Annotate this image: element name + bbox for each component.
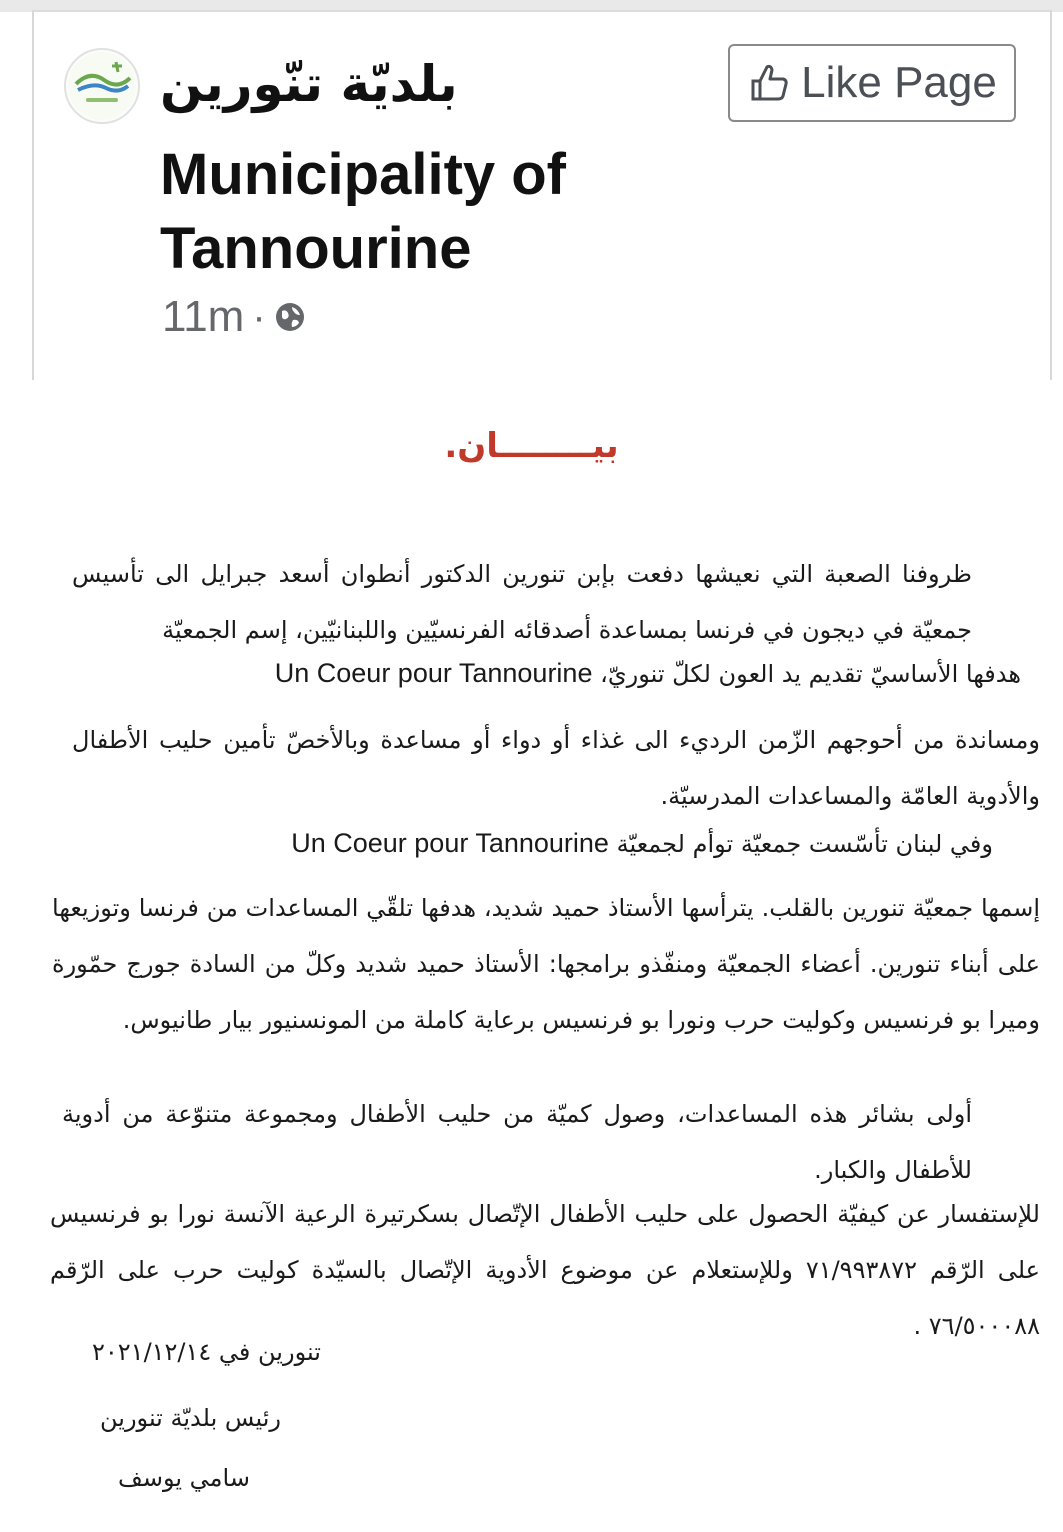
line-goal xyxy=(275,658,1021,689)
avatar[interactable] xyxy=(64,48,140,124)
association-name-fr: Un Coeur pour Tannourine xyxy=(274,658,593,688)
paragraph-first-aid: أولى بشائر هذه المساعدات، وصول كميّة من حليب الأطفال ومجموعة متنوّعة من أدوية للأطفال والكبار. xyxy=(62,1100,972,1184)
like-page-label: Like Page xyxy=(801,58,997,107)
page-name-arabic[interactable]: بلديّة تنّورين xyxy=(160,55,458,113)
signer-title: رئيس بلديّة تنورين xyxy=(100,1404,281,1432)
place-date: تنورين في ٢٠٢١/١٢/١٤ xyxy=(92,1338,321,1366)
page-name-english[interactable]: Municipality of Tannourine xyxy=(160,142,566,281)
line-twin-association xyxy=(291,828,993,859)
statement-title: بيــــــــان. xyxy=(444,426,619,466)
paragraph-contact: للإستفسار عن كيفيّة الحصول على حليب الأطفال الإتّصال بسكرتيرة الرعية الآنسة نورا بو فرنسيس على الرّقم ٧١/٩٩٣٨٧٢ وللإستعلام عن موضوع الأدوية الإتّصال بالسيّدة كوليت حرب على الرّقم ٧٦/٥٠٠٠٨٨ . xyxy=(50,1200,1040,1340)
post-header xyxy=(32,10,1052,380)
statement-document xyxy=(0,380,1063,1532)
association-name-fr-2: Un Coeur pour Tannourine xyxy=(291,828,609,858)
like-page-button[interactable] xyxy=(728,44,1016,122)
paragraph-founding: ظروفنا الصعبة التي نعيشها دفعت بإبن تنورين الدكتور أنطوان أسعد جبرايل الى تأسيس جمعيّة في ديجون في فرنسا بمساعدة أصدقائه الفرنسيّين واللبنانيّين، إسم الجمعيّة xyxy=(72,560,972,644)
municipality-logo-icon xyxy=(66,50,138,122)
twin-text: وفي لبنان تأسّست جمعيّة توأم لجمعيّة xyxy=(616,830,993,858)
globe-icon xyxy=(274,301,306,333)
meta-separator: · xyxy=(252,294,266,339)
paragraph-lebanon-association: إسمها جمعيّة تنورين بالقلب. يترأسها الأستاذ حميد شديد، هدفها تلقّي المساعدات من فرنسا وتوزيعها على أبناء تنورين. أعضاء الجمعيّة ومنفّذو برامجها: الأستاذ حميد شديد وكلّ من السادة جورج حمّورة وميرا بو فرنسيس وكوليت حرب ونورا بو فرنسيس برعاية كاملة من المونسنيور بيار طانيوس. xyxy=(52,894,1040,1034)
post-time[interactable]: 11m xyxy=(162,292,245,341)
post-meta xyxy=(162,292,306,342)
thumbs-up-icon xyxy=(747,61,791,105)
goal-text: هدفها الأساسيّ تقديم يد العون لكلّ تنوريّ، xyxy=(600,660,1021,688)
signer-name: سامي يوسف xyxy=(118,1464,250,1492)
paragraph-support: ومساندة من أحوجهم الزّمن الرديء الى غذاء أو دواء أو مساعدة وبالأخصّ تأمين حليب الأطفال والأدوية العامّة والمساعدات المدرسيّة. xyxy=(72,726,1040,810)
